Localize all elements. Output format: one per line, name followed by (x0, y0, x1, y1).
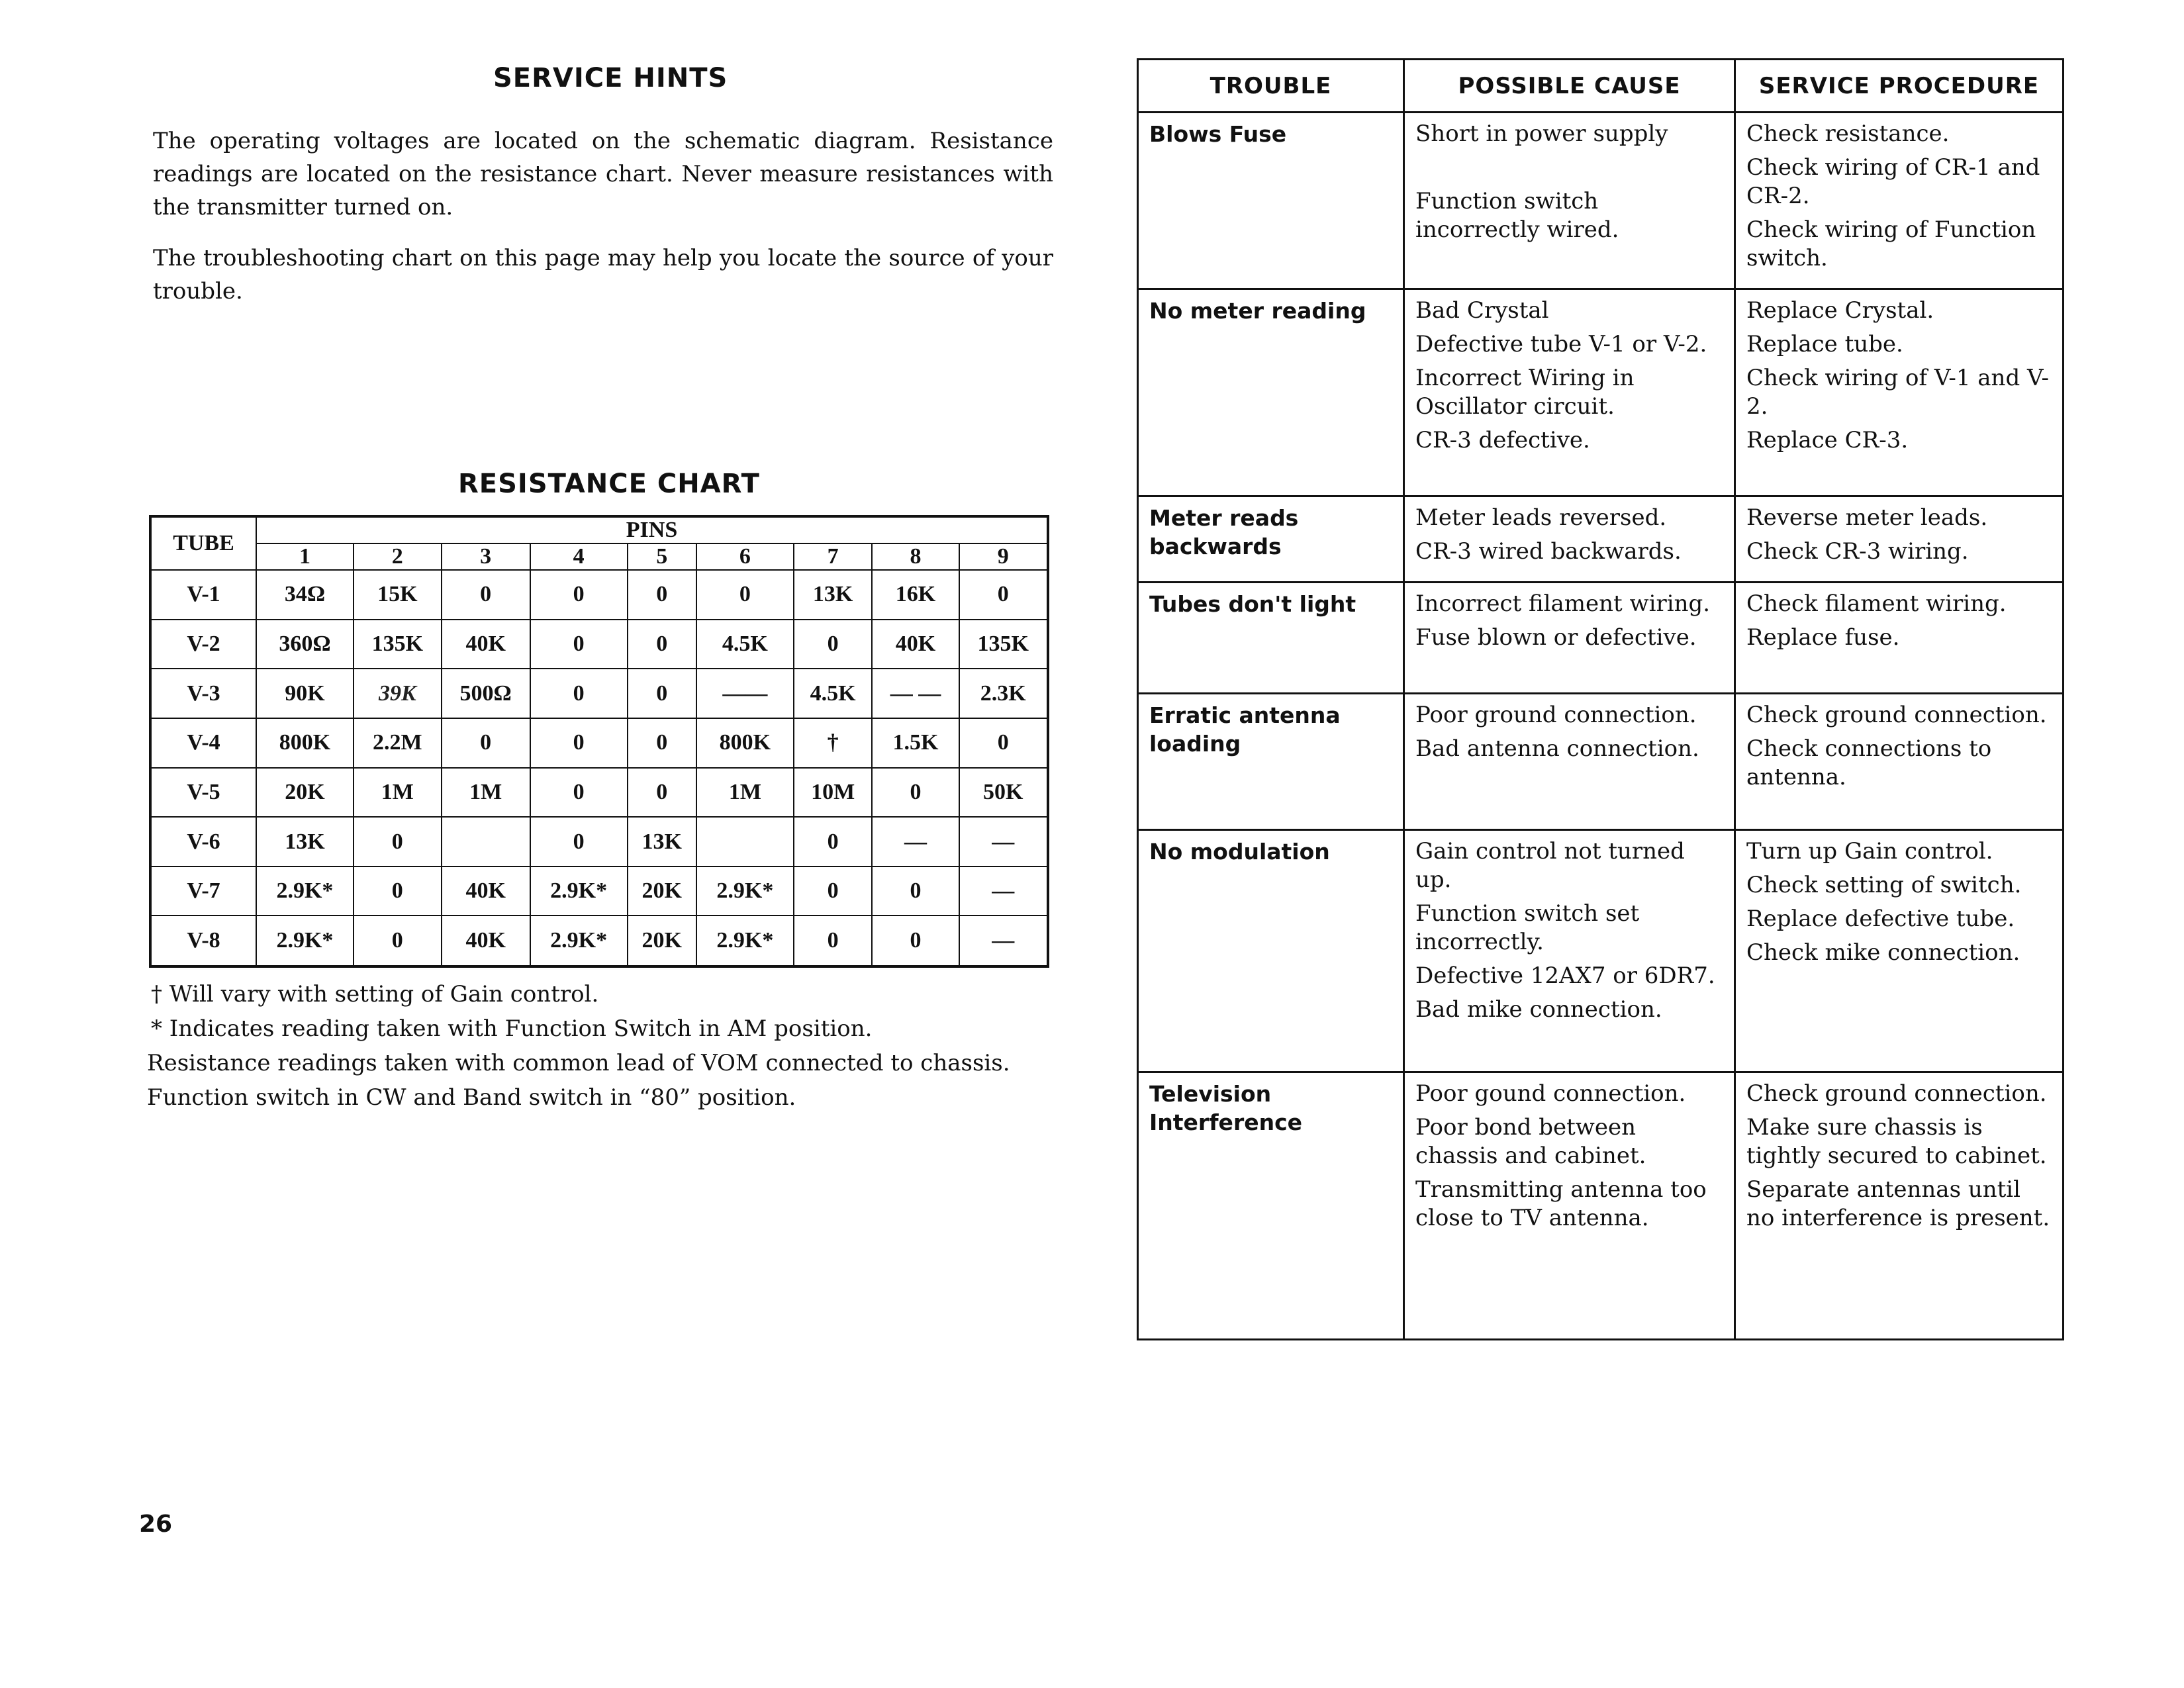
cause-item: Poor ground connection. (1415, 702, 1697, 728)
pin-header: 6 (696, 543, 794, 570)
resistance-value: 1.5K (872, 718, 959, 768)
cause-item: Short in power supply (1415, 120, 1668, 147)
tube-label: V-6 (150, 817, 256, 867)
pin-header: 4 (530, 543, 628, 570)
table-row (150, 620, 1048, 669)
troubleshooting-table (1137, 58, 2064, 1340)
resistance-value: 0 (442, 570, 530, 620)
resistance-value: 0 (872, 867, 959, 916)
resistance-value: 0 (628, 768, 696, 818)
procedure-item: Make sure chassis is tightly secured to cabinet. (1746, 1114, 2047, 1169)
pin-header: 9 (959, 543, 1048, 570)
resistance-value: 800K (696, 718, 794, 768)
cause-item: Poor gound connection. (1415, 1080, 1686, 1107)
resistance-value: 0 (354, 915, 442, 966)
procedure-cell (1735, 1072, 2064, 1340)
resistance-value: 135K (959, 620, 1048, 669)
resistance-value: 0 (530, 620, 628, 669)
resistance-value: 2.9K* (256, 915, 354, 966)
service-hints-paragraph: The troubleshooting chart on this page may help you locate the source of your trouble. (153, 245, 1053, 305)
procedure-item: Replace tube. (1746, 331, 1903, 357)
procedure-item: Check setting of switch. (1746, 872, 2022, 898)
table-row (1138, 289, 2064, 496)
resistance-value: 1M (354, 768, 442, 818)
procedure-item: Check CR-3 wiring. (1746, 538, 1969, 565)
table-row (1138, 694, 2064, 830)
resistance-value: 13K (256, 817, 354, 867)
procedure-item: Check ground connection. (1746, 702, 2047, 728)
table-row (1138, 496, 2064, 583)
resistance-value: 2.9K* (530, 915, 628, 966)
cause-item: CR-3 wired backwards. (1415, 538, 1682, 565)
pins-header: PINS (256, 516, 1048, 543)
tube-label: V-4 (150, 718, 256, 768)
resistance-notes (147, 977, 1010, 1115)
resistance-value: 0 (872, 768, 959, 818)
table-row (1138, 113, 2064, 289)
resistance-value: 0 (628, 669, 696, 718)
resistance-value: 15K (354, 570, 442, 620)
resistance-value: 1M (442, 768, 530, 818)
pin-header: 5 (628, 543, 696, 570)
table-row (150, 570, 1048, 620)
resistance-value: 20K (628, 915, 696, 966)
resistance-value: 0 (354, 867, 442, 916)
resistance-value: 0 (872, 915, 959, 966)
trouble-cell: Blows Fuse (1138, 113, 1404, 289)
procedure-item: Reverse meter leads. (1746, 504, 1988, 531)
resistance-value: 50K (959, 768, 1048, 818)
resistance-chart-title: RESISTANCE CHART (458, 469, 760, 499)
resistance-value: 10M (794, 768, 873, 818)
trouble-cell: No meter reading (1138, 289, 1404, 496)
procedure-item: Check wiring of CR-1 and CR-2. (1746, 154, 2040, 209)
resistance-value: — (959, 867, 1048, 916)
pin-header: 1 (256, 543, 354, 570)
cause-cell (1404, 289, 1735, 496)
procedure-cell (1735, 289, 2064, 496)
resistance-value: 0 (794, 867, 873, 916)
cause-item: Bad mike connection. (1415, 996, 1662, 1023)
resistance-value: — (959, 915, 1048, 966)
table-row (150, 817, 1048, 867)
note: Function switch in CW and Band switch in “80” position. (147, 1084, 796, 1111)
resistance-value: 500Ω (442, 669, 530, 718)
resistance-value (696, 817, 794, 867)
resistance-value: — (959, 817, 1048, 867)
procedure-item: Check mike connection. (1746, 939, 2020, 966)
procedure-cell (1735, 496, 2064, 583)
resistance-value: 0 (530, 718, 628, 768)
pin-header: 2 (354, 543, 442, 570)
resistance-value: 0 (442, 718, 530, 768)
resistance-value: 39K (354, 669, 442, 718)
cause-cell (1404, 583, 1735, 694)
resistance-value: † (794, 718, 873, 768)
cause-item: Function switch set incorrectly. (1415, 900, 1640, 955)
table-row (150, 915, 1048, 966)
table-row (1138, 1072, 2064, 1340)
header-trouble: TROUBLE (1138, 60, 1404, 113)
resistance-value: 16K (872, 570, 959, 620)
resistance-value: 2.3K (959, 669, 1048, 718)
table-row (150, 768, 1048, 818)
procedure-cell (1735, 583, 2064, 694)
resistance-value: — — (872, 669, 959, 718)
resistance-value: 0 (628, 620, 696, 669)
note: Resistance readings taken with common lead of VOM connected to chassis. (147, 1050, 1010, 1076)
table-row (150, 718, 1048, 768)
resistance-value: 40K (442, 915, 530, 966)
resistance-value: 40K (442, 867, 530, 916)
service-hints-paragraph: The operating voltages are located on the schematic diagram. Resistance readings are located on the resistance chart. Never measure resistances with the transmitter turned on. (153, 128, 1053, 220)
resistance-value: 0 (959, 570, 1048, 620)
cause-item: Bad antenna connection. (1415, 735, 1699, 762)
resistance-value: 2.9K* (696, 867, 794, 916)
cause-item: Meter leads reversed. (1415, 504, 1667, 531)
procedure-item: Separate antennas until no interference is present. (1746, 1176, 2050, 1231)
resistance-value: 0 (959, 718, 1048, 768)
cause-item: Defective 12AX7 or 6DR7. (1415, 962, 1715, 989)
cause-cell (1404, 694, 1735, 830)
resistance-value: 40K (442, 620, 530, 669)
resistance-value: 0 (530, 669, 628, 718)
procedure-item: Check resistance. (1746, 120, 1950, 147)
service-hints-title: SERVICE HINTS (493, 63, 728, 93)
cause-cell (1404, 830, 1735, 1072)
cause-cell (1404, 496, 1735, 583)
resistance-value: 13K (628, 817, 696, 867)
cause-item: Gain control not turned up. (1415, 838, 1685, 893)
resistance-value: 2.9K* (256, 867, 354, 916)
page-number: 26 (139, 1511, 173, 1538)
procedure-cell (1735, 694, 2064, 830)
resistance-value: 135K (354, 620, 442, 669)
resistance-value: 1M (696, 768, 794, 818)
table-row (150, 867, 1048, 916)
pin-header: 8 (872, 543, 959, 570)
procedure-item: Check filament wiring. (1746, 590, 2007, 617)
procedure-cell (1735, 830, 2064, 1072)
trouble-cell: Erratic antenna loading (1138, 694, 1404, 830)
resistance-value: 2.9K* (696, 915, 794, 966)
trouble-cell: Meter reads backwards (1138, 496, 1404, 583)
resistance-value: 20K (628, 867, 696, 916)
pin-header: 7 (794, 543, 873, 570)
resistance-value: —— (696, 669, 794, 718)
procedure-item: Check wiring of Function switch. (1746, 216, 2036, 271)
header-possible-cause: POSSIBLE CAUSE (1404, 60, 1735, 113)
cause-item: CR-3 defective. (1415, 427, 1590, 453)
procedure-item: Check wiring of V-1 and V-2. (1746, 365, 2049, 420)
resistance-value: 0 (530, 768, 628, 818)
resistance-value: 4.5K (794, 669, 873, 718)
table-row (1138, 583, 2064, 694)
tube-label: V-2 (150, 620, 256, 669)
procedure-item: Check connections to antenna. (1746, 735, 1992, 790)
cause-item: Transmitting antenna too close to TV antenna. (1415, 1176, 1707, 1231)
resistance-value: 0 (794, 620, 873, 669)
procedure-item: Check ground connection. (1746, 1080, 2047, 1107)
resistance-value: 0 (530, 570, 628, 620)
procedure-cell (1735, 113, 2064, 289)
tube-label: V-7 (150, 867, 256, 916)
table-row (1138, 830, 2064, 1072)
cause-item: Function switch incorrectly wired. (1415, 188, 1619, 243)
procedure-item: Replace defective tube. (1746, 906, 2015, 932)
resistance-value: 0 (628, 718, 696, 768)
resistance-chart-table (149, 515, 1049, 968)
resistance-value: 0 (530, 817, 628, 867)
tube-label: V-8 (150, 915, 256, 966)
note: * Indicates reading taken with Function Switch in AM position. (151, 1015, 873, 1042)
tube-label: V-3 (150, 669, 256, 718)
tube-label: V-1 (150, 570, 256, 620)
cause-item: Fuse blown or defective. (1415, 624, 1697, 651)
resistance-value: 0 (794, 915, 873, 966)
table-row (150, 669, 1048, 718)
resistance-value: 2.9K* (530, 867, 628, 916)
cause-cell (1404, 113, 1735, 289)
cause-item: Poor bond between chassis and cabinet. (1415, 1114, 1646, 1169)
trouble-cell: No modulation (1138, 830, 1404, 1072)
cause-cell (1404, 1072, 1735, 1340)
cause-item (1415, 154, 1723, 182)
resistance-value: 40K (872, 620, 959, 669)
resistance-value: 0 (696, 570, 794, 620)
resistance-value: — (872, 817, 959, 867)
procedure-item: Replace Crystal. (1746, 297, 1934, 324)
resistance-value: 13K (794, 570, 873, 620)
resistance-value: 0 (628, 570, 696, 620)
cause-item: Incorrect filament wiring. (1415, 590, 1711, 617)
cause-item: Bad Crystal (1415, 297, 1549, 324)
pin-header: 3 (442, 543, 530, 570)
resistance-value: 800K (256, 718, 354, 768)
resistance-value: 34Ω (256, 570, 354, 620)
tube-header: TUBE (150, 516, 256, 570)
tube-label: V-5 (150, 768, 256, 818)
procedure-item: Replace CR-3. (1746, 427, 1909, 453)
resistance-value: 360Ω (256, 620, 354, 669)
procedure-item: Turn up Gain control. (1746, 838, 1993, 865)
resistance-value: 0 (354, 817, 442, 867)
resistance-value: 20K (256, 768, 354, 818)
note: † Will vary with setting of Gain control. (151, 981, 599, 1008)
resistance-value: 0 (794, 817, 873, 867)
cause-item: Incorrect Wiring in Oscillator circuit. (1415, 365, 1635, 420)
trouble-cell: Television Interference (1138, 1072, 1404, 1340)
procedure-item: Replace fuse. (1746, 624, 1900, 651)
resistance-value (442, 817, 530, 867)
header-service-procedure: SERVICE PROCEDURE (1735, 60, 2064, 113)
resistance-value: 4.5K (696, 620, 794, 669)
cause-item: Defective tube V-1 or V-2. (1415, 331, 1707, 357)
resistance-value: 2.2M (354, 718, 442, 768)
resistance-value: 90K (256, 669, 354, 718)
trouble-cell: Tubes don't light (1138, 583, 1404, 694)
